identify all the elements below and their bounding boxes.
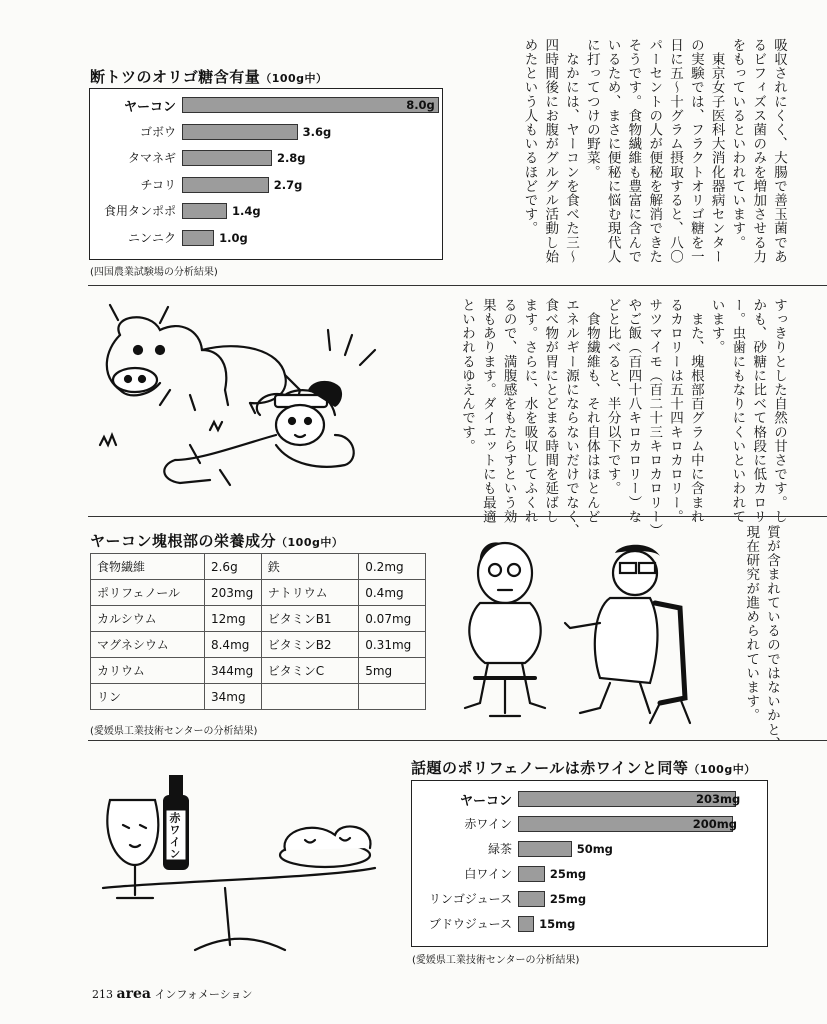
wine-bottle-label: 赤ワイン bbox=[168, 812, 181, 860]
oligo-bar-label: ゴボウ bbox=[139, 124, 176, 139]
nutrient-value: 8.4mg bbox=[204, 632, 261, 658]
text-line: かも、砂糖に比べて格段に低カロリ bbox=[750, 298, 767, 524]
polyphenol-bar-value: 25mg bbox=[549, 892, 587, 906]
article-text-top bbox=[519, 38, 789, 278]
nutrient-name: マグネシウム bbox=[91, 632, 205, 658]
polyphenol-bar-value: 25mg bbox=[549, 867, 587, 881]
text-line: 果もあります。ダイエットにも最適 bbox=[479, 298, 496, 524]
polyphenol-bar-value: 15mg bbox=[539, 917, 576, 931]
polyphenol-bar bbox=[518, 916, 534, 932]
text-line: るビフィズス菌のみを増加させる力 bbox=[750, 38, 767, 264]
text-line: 食べ物が胃にとどまる時間を延ばし bbox=[542, 298, 559, 524]
oligo-bar-value: 1.0g bbox=[219, 230, 248, 245]
text-line: るカロリーは五十四キロカロリー。 bbox=[667, 298, 684, 524]
oligo-bar-value: 1.4g bbox=[231, 204, 261, 218]
text-line: エネルギー源にならないだけでなく、 bbox=[563, 298, 580, 538]
nutrient-name: カリウム bbox=[91, 658, 205, 684]
article-text-lower bbox=[740, 525, 782, 751]
nutrient-value: 344mg bbox=[204, 658, 261, 684]
nutrient-value: 203mg bbox=[204, 580, 261, 606]
text-line: といわれるゆえんです。 bbox=[459, 298, 476, 454]
oligo-bar-label: 食用タンポポ bbox=[103, 204, 176, 218]
text-line: 日に五〜十グラム摂取すると、八〇 bbox=[667, 38, 684, 264]
polyphenol-chart-title: 話題のポリフェノールは赤ワインと同等（100g中） bbox=[411, 759, 756, 777]
oligo-bar-value: 2.8g bbox=[276, 151, 306, 165]
oligo-bar-label: ヤーコン bbox=[123, 100, 176, 115]
oligo-chart bbox=[89, 88, 443, 260]
article-text-middle bbox=[456, 298, 789, 538]
polyphenol-chart-note: (愛媛県工業技術センターの分析結果) bbox=[412, 955, 580, 966]
nutrient-name: カルシウム bbox=[91, 606, 205, 632]
oligo-bar bbox=[182, 150, 272, 166]
section-name: インフォメーション bbox=[154, 988, 253, 1001]
polyphenol-bar bbox=[518, 841, 572, 857]
cow-man-illustration bbox=[90, 295, 390, 495]
doctor-patient-illustration bbox=[450, 528, 705, 728]
polyphenol-bar-value: 203mg bbox=[696, 792, 741, 806]
text-line: やご飯（百四十八キロカロリー）な bbox=[625, 298, 642, 524]
divider bbox=[88, 516, 827, 517]
polyphenol-bar-label: ヤーコン bbox=[459, 794, 512, 809]
nutrition-table-note: (愛媛県工業技術センターの分析結果) bbox=[90, 726, 258, 737]
polyphenol-bar-value: 50mg bbox=[576, 842, 613, 856]
nutrition-table-title: ヤーコン塊根部の栄養成分（100g中） bbox=[90, 532, 344, 550]
divider bbox=[88, 285, 827, 286]
polyphenol-bar-label: リンゴジュース bbox=[428, 892, 512, 906]
text-line: 四時間後にお腹がグルグル活動し始 bbox=[542, 38, 559, 264]
text-line: 質が含まれているのではないかと、 bbox=[764, 525, 780, 751]
polyphenol-bar-label: 赤ワイン bbox=[464, 817, 512, 831]
text-line: 食物繊維も、それ自体はほとんど bbox=[583, 298, 600, 524]
polyphenol-bar bbox=[518, 891, 545, 907]
nutrient-value: 34mg bbox=[204, 684, 261, 710]
oligo-bar bbox=[182, 97, 439, 113]
oligo-bar-value: 3.6g bbox=[302, 124, 332, 139]
text-line: をもっているといわれています。 bbox=[729, 38, 746, 250]
nutrient-value: 0.31mg bbox=[359, 632, 426, 658]
text-line: サツマイモ（百二十三キロカロリー） bbox=[646, 298, 663, 538]
oligo-bar-label: ニンニク bbox=[127, 230, 176, 245]
nutrient-name bbox=[261, 684, 359, 710]
text-line: ます。さらに、水を吸収してふくれ bbox=[521, 298, 538, 524]
text-line: に打ってつけの野菜。 bbox=[583, 38, 600, 179]
page-number: 213 bbox=[92, 988, 113, 1001]
text-line: なかには、ヤーコンを食べた三〜 bbox=[563, 38, 580, 264]
text-line: どと比べると、半分以下です。 bbox=[604, 298, 621, 496]
wine-yacon-illustration bbox=[95, 770, 395, 970]
polyphenol-bar-label: ブドウジュース bbox=[428, 917, 512, 931]
nutrition-row bbox=[91, 554, 426, 580]
nutrition-row bbox=[91, 606, 426, 632]
text-line: います。 bbox=[708, 298, 725, 355]
nutrient-name: ビタミンB2 bbox=[261, 632, 359, 658]
oligo-bar bbox=[182, 230, 214, 246]
divider bbox=[88, 740, 827, 741]
nutrient-name: 鉄 bbox=[261, 554, 359, 580]
oligo-chart-title: 断トツのオリゴ糖含有量（100g中） bbox=[90, 68, 328, 86]
text-line: の実験では、フラクトオリゴ糖を一 bbox=[687, 38, 704, 264]
nutrition-table bbox=[90, 553, 426, 710]
page-footer bbox=[92, 986, 252, 1002]
text-line: パーセントの人が便秘を解消できた bbox=[646, 38, 663, 264]
nutrient-name: リン bbox=[91, 684, 205, 710]
oligo-bar-value: 8.0g bbox=[406, 98, 435, 112]
nutrient-name: ナトリウム bbox=[261, 580, 359, 606]
oligo-bar-label: チコリ bbox=[140, 177, 176, 192]
brand-logo: area bbox=[116, 986, 151, 1002]
nutrient-value: 0.07mg bbox=[359, 606, 426, 632]
oligo-bar-label: タマネギ bbox=[127, 151, 176, 165]
text-line: 現在研究が進められています。 bbox=[743, 525, 760, 723]
oligo-bar bbox=[182, 177, 269, 193]
polyphenol-chart bbox=[411, 780, 768, 947]
nutrient-value: 2.6g bbox=[204, 554, 261, 580]
nutrient-value: 0.4mg bbox=[359, 580, 426, 606]
nutrient-name: ポリフェノール bbox=[91, 580, 205, 606]
oligo-chart-note: (四国農業試験場の分析結果) bbox=[90, 267, 218, 278]
text-line: 東京女子医科大消化器病センター bbox=[708, 38, 725, 264]
nutrient-value: 5mg bbox=[359, 658, 426, 684]
nutrient-value: 12mg bbox=[204, 606, 261, 632]
nutrient-name: 食物繊維 bbox=[91, 554, 205, 580]
oligo-bar-value: 2.7g bbox=[273, 177, 303, 192]
nutrient-name: ビタミンB1 bbox=[261, 606, 359, 632]
polyphenol-bar bbox=[518, 866, 545, 882]
nutrient-name: ビタミンC bbox=[261, 658, 359, 684]
nutrition-row bbox=[91, 684, 426, 710]
text-line: ー。虫歯にもなりにくいといわれて bbox=[729, 298, 746, 524]
text-line: 吸収されにくく、大腸で善玉菌であ bbox=[771, 38, 787, 264]
polyphenol-bar-label: 白ワイン bbox=[464, 867, 512, 881]
nutrition-row bbox=[91, 580, 426, 606]
text-line: また、塊根部百グラム中に含まれ bbox=[687, 298, 704, 524]
text-line: すっきりとした自然の甘さです。し bbox=[771, 298, 787, 524]
oligo-bar bbox=[182, 124, 298, 140]
text-line: めたという人もいるほどです。 bbox=[521, 38, 538, 236]
text-line: そうです。食物繊維も豊富に含んで bbox=[625, 38, 642, 264]
oligo-bar bbox=[182, 203, 227, 219]
polyphenol-bar-label: 緑茶 bbox=[487, 842, 512, 856]
nutrition-row bbox=[91, 632, 426, 658]
nutrient-value bbox=[359, 684, 426, 710]
nutrient-value: 0.2mg bbox=[359, 554, 426, 580]
nutrition-row bbox=[91, 658, 426, 684]
polyphenol-bar-value: 200mg bbox=[692, 817, 737, 831]
text-line: いるため、まさに便秘に悩む現代人 bbox=[604, 38, 621, 264]
text-line: るので、満腹感をもたらすという効 bbox=[500, 298, 517, 524]
